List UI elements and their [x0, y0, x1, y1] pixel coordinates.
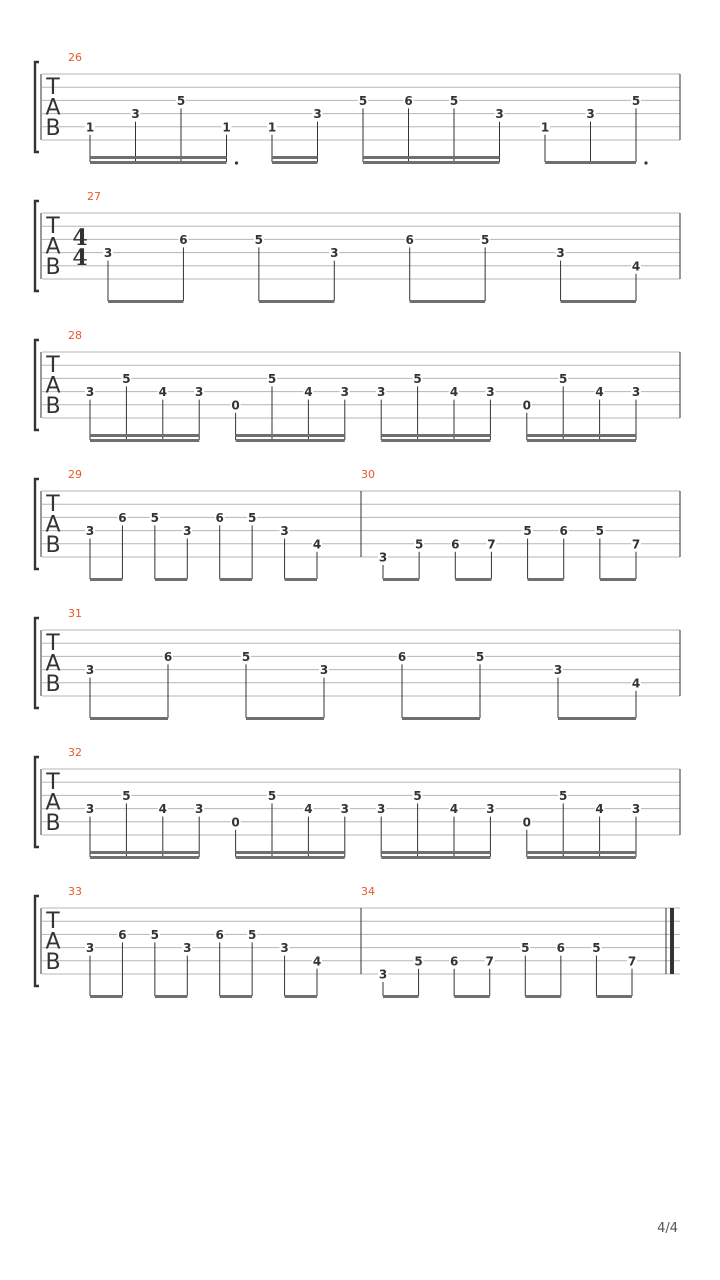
measure-number: 28: [68, 329, 82, 342]
fret-number: 3: [378, 550, 388, 565]
tab-clef-letter: A: [45, 512, 61, 538]
fret-number: 5: [449, 93, 459, 108]
fret-number: 5: [247, 510, 257, 525]
tab-clef-letter: T: [46, 75, 60, 100]
fret-number: 6: [451, 537, 460, 552]
fret-number: 3: [85, 385, 95, 400]
fret-number: 3: [378, 967, 388, 982]
fret-number: 3: [85, 941, 95, 956]
tab-system: [35, 190, 680, 303]
fret-number: 4: [304, 802, 313, 817]
note-beam: [236, 439, 345, 442]
measure-number: 31: [68, 607, 82, 620]
fret-number: 5: [247, 927, 257, 942]
fret-number: 3: [495, 107, 504, 122]
fret-number: 5: [475, 649, 485, 664]
note-beam: [155, 578, 187, 581]
tab-clef-letter: T: [46, 909, 60, 934]
fret-number: 5: [122, 371, 131, 386]
note-beam: [525, 995, 561, 998]
tab-clef-letter: A: [45, 95, 61, 121]
note-beam: [285, 578, 317, 581]
note-beam: [108, 300, 183, 303]
system-bracket: [35, 896, 39, 986]
measure-number: 30: [361, 468, 375, 481]
note-beam: [246, 717, 324, 720]
fret-number: 4: [312, 537, 322, 552]
fret-number: 3: [280, 524, 289, 539]
fret-number: 3: [85, 524, 95, 539]
fret-number: 6: [404, 93, 413, 108]
tab-clef-letter: B: [45, 672, 61, 697]
measure-number: 33: [68, 885, 82, 898]
fret-number: 6: [556, 941, 566, 956]
system-bracket: [35, 201, 39, 291]
note-beam: [528, 578, 564, 581]
fret-number: 0: [522, 815, 531, 830]
fret-number: 3: [85, 663, 95, 678]
note-beam: [90, 717, 168, 720]
fret-number: 3: [340, 385, 349, 400]
note-beam: [90, 161, 227, 164]
fret-number: 5: [122, 788, 131, 803]
fret-number: 5: [414, 537, 424, 552]
fret-number: 6: [179, 232, 188, 247]
note-beam: [561, 300, 636, 303]
fret-number: 3: [377, 802, 386, 817]
fret-number: 5: [521, 941, 530, 956]
note-beam: [527, 851, 636, 854]
system-bracket: [35, 618, 39, 708]
fret-number: 6: [163, 649, 173, 664]
system-bracket: [35, 757, 39, 847]
note-beam: [545, 161, 636, 164]
fret-number: 5: [480, 232, 490, 247]
note-beam: [363, 156, 500, 159]
fret-number: 3: [280, 941, 289, 956]
dot-mark: [644, 161, 647, 164]
dot-mark: [235, 161, 238, 164]
tab-system: [35, 746, 680, 859]
tab-clef-letter: B: [45, 950, 61, 975]
fret-number: 4: [312, 954, 322, 969]
fret-number: 3: [377, 385, 386, 400]
fret-number: 6: [118, 510, 127, 525]
note-beam: [90, 851, 199, 854]
fret-number: 3: [195, 802, 204, 817]
note-beam: [381, 851, 490, 854]
fret-number: 5: [631, 93, 641, 108]
note-beam: [90, 856, 199, 859]
note-beam: [383, 578, 419, 581]
tab-system: [35, 468, 680, 581]
note-beam: [272, 161, 318, 164]
fret-number: 4: [449, 385, 459, 400]
note-beam: [90, 439, 199, 442]
tab-system: [35, 885, 680, 998]
fret-number: 5: [414, 954, 423, 969]
note-beam: [236, 851, 345, 854]
note-beam: [402, 717, 480, 720]
tab-clef-letter: T: [46, 214, 60, 239]
fret-number: 5: [150, 927, 160, 942]
fret-number: 3: [103, 246, 113, 261]
fret-number: 3: [556, 246, 565, 261]
fret-number: 5: [413, 371, 422, 386]
measure-number: 26: [68, 51, 82, 64]
fret-number: 5: [592, 941, 601, 956]
note-beam: [381, 439, 490, 442]
fret-number: 5: [176, 93, 186, 108]
note-beam: [383, 995, 419, 998]
tab-clef-letter: A: [45, 790, 61, 816]
fret-number: 5: [559, 788, 568, 803]
note-beam: [155, 995, 187, 998]
fret-number: 0: [231, 815, 240, 830]
note-beam: [90, 578, 122, 581]
fret-number: 5: [595, 524, 605, 539]
note-beam: [410, 300, 485, 303]
note-beam: [455, 578, 491, 581]
fret-number: 7: [627, 954, 637, 969]
time-signature-bottom: 4: [72, 245, 88, 271]
note-beam: [90, 434, 199, 437]
note-beam: [558, 717, 636, 720]
time-signature-top: 4: [72, 225, 88, 251]
tab-clef-letter: A: [45, 234, 61, 260]
fret-number: 6: [405, 232, 414, 247]
fret-number: 5: [150, 510, 160, 525]
note-beam: [220, 995, 252, 998]
fret-number: 7: [631, 537, 641, 552]
fret-number: 7: [487, 537, 496, 552]
note-beam: [596, 995, 632, 998]
fret-number: 5: [267, 371, 277, 386]
fret-number: 3: [631, 802, 641, 817]
fret-number: 3: [586, 107, 595, 122]
measure-number: 32: [68, 746, 82, 759]
fret-number: 6: [559, 524, 568, 539]
note-beam: [363, 161, 500, 164]
fret-number: 3: [313, 107, 322, 122]
tab-clef-letter: A: [45, 651, 61, 677]
note-beam: [272, 156, 318, 159]
note-beam: [381, 434, 490, 437]
fret-number: 4: [595, 802, 604, 817]
measure-number: 29: [68, 468, 82, 481]
fret-number: 5: [358, 93, 368, 108]
fret-number: 7: [485, 954, 494, 969]
tab-clef-letter: T: [46, 631, 60, 656]
tab-system: [35, 329, 680, 442]
fret-number: 1: [222, 120, 231, 135]
fret-number: 3: [553, 663, 563, 678]
fret-number: 0: [231, 398, 240, 413]
fret-number: 3: [631, 385, 641, 400]
note-beam: [236, 856, 345, 859]
fret-number: 3: [183, 941, 192, 956]
tab-system: [35, 607, 680, 720]
system-bracket: [35, 62, 39, 152]
fret-number: 6: [118, 927, 127, 942]
note-beam: [527, 434, 636, 437]
note-beam: [527, 856, 636, 859]
fret-number: 6: [449, 954, 459, 969]
tab-clef-letter: T: [46, 770, 60, 795]
fret-number: 4: [595, 385, 604, 400]
fret-number: 1: [267, 120, 277, 135]
fret-number: 6: [215, 927, 224, 942]
note-beam: [527, 439, 636, 442]
measure-number: 27: [87, 190, 101, 203]
note-beam: [285, 995, 317, 998]
tab-clef-letter: B: [45, 394, 61, 419]
note-beam: [600, 578, 636, 581]
fret-number: 5: [523, 524, 532, 539]
tab-clef-letter: A: [45, 373, 61, 399]
tab-clef-letter: B: [45, 116, 61, 141]
fret-number: 4: [304, 385, 313, 400]
fret-number: 3: [195, 385, 204, 400]
tab-clef-letter: T: [46, 353, 60, 378]
fret-number: 3: [131, 107, 140, 122]
fret-number: 6: [215, 510, 224, 525]
fret-number: 1: [85, 120, 95, 135]
fret-number: 4: [631, 259, 641, 274]
fret-number: 5: [413, 788, 422, 803]
fret-number: 5: [267, 788, 277, 803]
fret-number: 6: [397, 649, 407, 664]
tab-clef-letter: B: [45, 533, 61, 558]
tab-clef-letter: B: [45, 255, 61, 280]
note-beam: [236, 434, 345, 437]
note-beam: [90, 995, 122, 998]
fret-number: 3: [183, 524, 192, 539]
final-barline-thick: [670, 908, 674, 974]
fret-number: 3: [319, 663, 329, 678]
fret-number: 5: [254, 232, 264, 247]
note-beam: [259, 300, 334, 303]
tab-clef-letter: A: [45, 929, 61, 955]
fret-number: 3: [85, 802, 95, 817]
system-bracket: [35, 479, 39, 569]
measure-number: 34: [361, 885, 375, 898]
fret-number: 0: [522, 398, 531, 413]
fret-number: 3: [330, 246, 339, 261]
fret-number: 3: [340, 802, 349, 817]
tab-clef-letter: B: [45, 811, 61, 836]
note-beam: [454, 995, 490, 998]
system-bracket: [35, 340, 39, 430]
fret-number: 3: [486, 802, 495, 817]
note-beam: [220, 578, 252, 581]
fret-number: 5: [559, 371, 568, 386]
fret-number: 4: [631, 676, 641, 691]
note-beam: [381, 856, 490, 859]
fret-number: 3: [486, 385, 495, 400]
fret-number: 4: [158, 802, 167, 817]
tab-clef-letter: T: [46, 492, 60, 517]
page-number: 4/4: [657, 1221, 678, 1236]
fret-number: 1: [540, 120, 550, 135]
tab-system: [35, 51, 680, 165]
fret-number: 4: [449, 802, 459, 817]
note-beam: [90, 156, 227, 159]
fret-number: 4: [158, 385, 167, 400]
fret-number: 5: [241, 649, 251, 664]
